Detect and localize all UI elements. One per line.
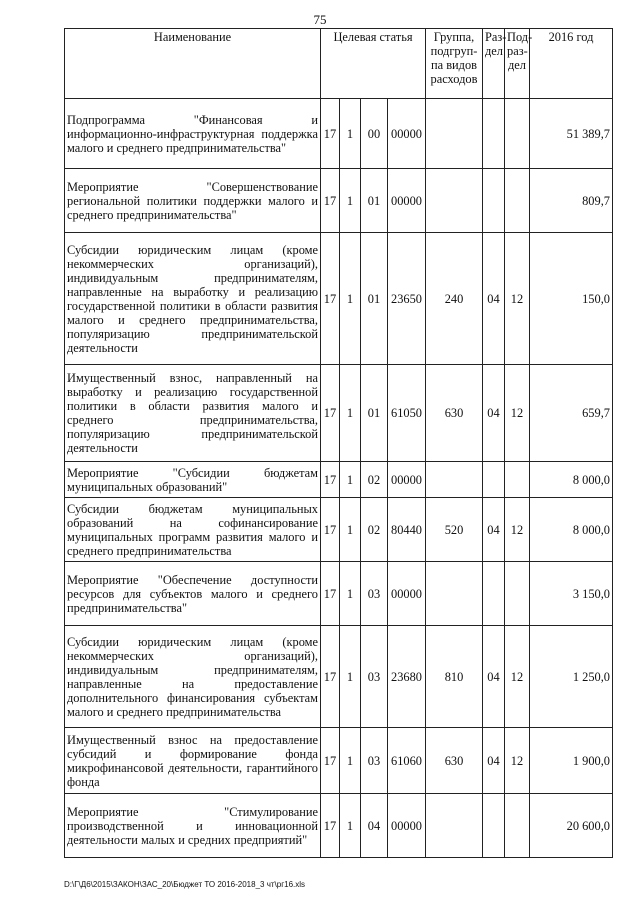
section-code: 04: [483, 233, 505, 365]
target-code-direction: 00000: [388, 169, 426, 233]
target-code-subprogram: 1: [340, 498, 361, 562]
target-code-program: 17: [321, 562, 340, 626]
subsection-code: [505, 99, 530, 169]
section-code: [483, 794, 505, 858]
target-code-event: 01: [361, 169, 388, 233]
target-code-event: 03: [361, 626, 388, 728]
target-code-event: 03: [361, 562, 388, 626]
target-code-direction: 00000: [388, 99, 426, 169]
amount-2016: 1 900,0: [530, 728, 613, 794]
target-code-program: 17: [321, 169, 340, 233]
section-code: [483, 462, 505, 498]
file-path-footer: D:\Г\Д6\2015\ЗАКОН\ЗАС_20\Бюджет ТО 2016-2018_3 чт\рг16.xls: [64, 880, 306, 889]
section-code: 04: [483, 365, 505, 462]
subsection-code: 12: [505, 233, 530, 365]
subsection-code: 12: [505, 626, 530, 728]
table-row: [65, 99, 613, 169]
table-header-row: [65, 29, 613, 99]
expense-group: [426, 794, 483, 858]
row-name: Субсидии бюджетам муниципальных образований на софинансирование муниципальных программ развития малого и среднего предпринимательства: [65, 498, 321, 562]
row-name: Имущественный взнос, направленный на выработку и реализацию государственной политики в области развития малого и среднего предпринимательства, популяризацию предпринимательской деятельности: [65, 365, 321, 462]
header-year: 2016 год: [530, 29, 613, 99]
expense-group: [426, 562, 483, 626]
expense-group: [426, 169, 483, 233]
expense-group: 520: [426, 498, 483, 562]
table-row: [65, 562, 613, 626]
target-code-program: 17: [321, 233, 340, 365]
expense-group: [426, 462, 483, 498]
subsection-code: [505, 562, 530, 626]
table-row: [65, 233, 613, 365]
target-code-subprogram: 1: [340, 626, 361, 728]
table-row: [65, 365, 613, 462]
expense-group: 810: [426, 626, 483, 728]
target-code-subprogram: 1: [340, 462, 361, 498]
expense-group: 240: [426, 233, 483, 365]
table-row: [65, 462, 613, 498]
target-code-direction: 00000: [388, 462, 426, 498]
amount-2016: 8 000,0: [530, 462, 613, 498]
target-code-direction: 23650: [388, 233, 426, 365]
target-code-program: 17: [321, 794, 340, 858]
expense-group: [426, 99, 483, 169]
subsection-code: 12: [505, 365, 530, 462]
target-code-event: 00: [361, 99, 388, 169]
page-number: 75: [313, 12, 327, 27]
section-code: 04: [483, 728, 505, 794]
target-code-direction: 00000: [388, 562, 426, 626]
target-code-event: 01: [361, 365, 388, 462]
expense-group: 630: [426, 365, 483, 462]
budget-table: [64, 28, 613, 858]
target-code-subprogram: 1: [340, 233, 361, 365]
target-code-subprogram: 1: [340, 562, 361, 626]
row-name: Субсидии юридическим лицам (кроме некоммерческих организаций), индивидуальным предпринимателям, направленные на предоставление дополнительного финансирования субъектам малого и среднего предпринимательства: [65, 626, 321, 728]
target-code-direction: 61050: [388, 365, 426, 462]
table-row: [65, 728, 613, 794]
target-code-program: 17: [321, 498, 340, 562]
amount-2016: 8 000,0: [530, 498, 613, 562]
target-code-program: 17: [321, 728, 340, 794]
section-code: [483, 99, 505, 169]
target-code-direction: 00000: [388, 794, 426, 858]
target-code-program: 17: [321, 365, 340, 462]
target-code-program: 17: [321, 462, 340, 498]
table-row: [65, 626, 613, 728]
amount-2016: 809,7: [530, 169, 613, 233]
amount-2016: 150,0: [530, 233, 613, 365]
table-row: [65, 794, 613, 858]
subsection-code: [505, 794, 530, 858]
amount-2016: 1 250,0: [530, 626, 613, 728]
section-code: [483, 562, 505, 626]
target-code-direction: 23680: [388, 626, 426, 728]
header-section: Раз-дел: [483, 29, 505, 99]
amount-2016: 659,7: [530, 365, 613, 462]
amount-2016: 20 600,0: [530, 794, 613, 858]
subsection-code: 12: [505, 498, 530, 562]
row-name: Мероприятие "Обеспечение доступности ресурсов для субъектов малого и среднего предпринимательства": [65, 562, 321, 626]
target-code-event: 01: [361, 233, 388, 365]
header-name: Наименование: [65, 29, 321, 99]
section-code: [483, 169, 505, 233]
target-code-subprogram: 1: [340, 365, 361, 462]
section-code: 04: [483, 498, 505, 562]
header-subsection: Под-раз-дел: [505, 29, 530, 99]
row-name: Мероприятие "Совершенствование региональной политики поддержки малого и среднего предпринимательства": [65, 169, 321, 233]
row-name: Мероприятие "Стимулирование производственной и инновационной деятельности малых и средних предприятий": [65, 794, 321, 858]
subsection-code: [505, 169, 530, 233]
target-code-event: 02: [361, 462, 388, 498]
subsection-code: 12: [505, 728, 530, 794]
target-code-event: 03: [361, 728, 388, 794]
target-code-program: 17: [321, 626, 340, 728]
target-code-direction: 61060: [388, 728, 426, 794]
row-name: Подпрограмма "Финансовая и информационно-инфраструктурная поддержка малого и среднего предпринимательства": [65, 99, 321, 169]
target-code-event: 04: [361, 794, 388, 858]
row-name: Имущественный взнос на предоставление субсидий и формирование фонда микрофинансовой деятельности, гарантийного фонда: [65, 728, 321, 794]
target-code-subprogram: 1: [340, 728, 361, 794]
target-code-subprogram: 1: [340, 794, 361, 858]
header-target: Целевая статья: [321, 29, 426, 99]
expense-group: 630: [426, 728, 483, 794]
target-code-subprogram: 1: [340, 99, 361, 169]
subsection-code: [505, 462, 530, 498]
section-code: 04: [483, 626, 505, 728]
table-row: [65, 169, 613, 233]
target-code-event: 02: [361, 498, 388, 562]
table-row: [65, 498, 613, 562]
amount-2016: 3 150,0: [530, 562, 613, 626]
target-code-program: 17: [321, 99, 340, 169]
row-name: Мероприятие "Субсидии бюджетам муниципальных образований": [65, 462, 321, 498]
header-group: Группа, подгруп-па видов расходов: [426, 29, 483, 99]
target-code-direction: 80440: [388, 498, 426, 562]
row-name: Субсидии юридическим лицам (кроме некоммерческих организаций), индивидуальным предпринимателям, направленные на выработку и реализацию государственной политики в области развития малого и среднего предпринимательства, популяризацию предпринимательской деятельности: [65, 233, 321, 365]
amount-2016: 51 389,7: [530, 99, 613, 169]
target-code-subprogram: 1: [340, 169, 361, 233]
